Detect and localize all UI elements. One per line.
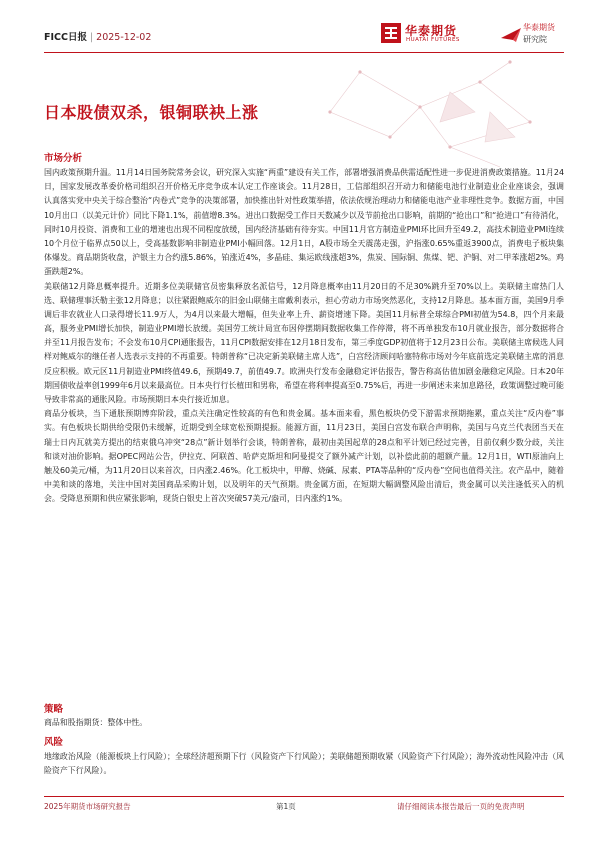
strategy-text: 商品和股指期货：整体中性。 (44, 718, 148, 727)
page-number: 第1页 (276, 802, 296, 811)
research-institute-logo (500, 20, 560, 48)
disclaimer-notice: 请仔细阅读本报告最后一页的免责声明 (397, 802, 525, 811)
risk-heading: 风险 (44, 737, 64, 748)
report-type: FICC日报 (44, 32, 87, 43)
report-header-label (44, 29, 151, 43)
market-analysis-heading: 市场分析 (44, 153, 83, 164)
institute-name: 华泰期货 (523, 23, 555, 32)
institute-arrow-icon (500, 23, 522, 45)
market-analysis-body (44, 166, 564, 507)
huatai-futures-logo (381, 22, 493, 46)
decorative-network-graphic (300, 52, 560, 172)
huatai-logo-mark-icon (381, 23, 401, 43)
risk-text: 地缘政治风险（能源板块上行风险）；全球经济超预期下行（风险资产下行风险）；美联储超预期收紧（风险资产下行风险）；海外流动性风险冲击（风险资产下行风险）。 (44, 752, 564, 776)
logo-english-name: HUATAI FUTURES (406, 37, 460, 43)
footer-report-name: 2025年期货市场研究报告 (44, 802, 131, 811)
report-date: 2025-12-02 (96, 32, 152, 43)
report-title: 日本股债双杀，银铜联袂上涨 (44, 103, 259, 122)
institute-suffix: 研究院 (523, 35, 547, 44)
analysis-paragraph-commodities: 商品分板块，当下通胀预期博弈阶段，重点关注确定性较高的有色和贵金属。基本面来看，黑色板块仍受下游需求预期拖累，重点关注“反内卷”事实。有色板块长期供给受限仍未缓解，近期受到全球宽松预期提振。能源方面，11月23日，美国白宫发布联合声明称，美国与乌克兰代表团当天在瑞士日内瓦就美方提出的结束俄乌冲突“28点”新计划举行会谈，特朗普称，最初由美国起草的28点和平计划已经过完善，目前仅剩少数分歧，关注和谈对油价影响。据OPEC网站公告，伊拉克、阿联酋、哈萨克斯坦和阿曼提交了额外减产计划，以补偿此前的超额产量。12月1日，WTI原油向上触及60美元/桶，为11月20日以来首次，日内涨2.46%。化工板块中，甲醇、烧碱、尿素、PTA等品种的“反内卷”空间也值得关注。农产品中，随着中美和谈的落地，关注中国对美国商品采购计划，以及明年的天气预期。贵金属方面，在短期大幅调整风险出清后，贵金属可以关注逢低买入的机会。受降息预期和供应紧张影响，现货白银史上首次突破57美元/盎司，日内涨约1%。 (44, 409, 564, 504)
strategy-heading: 策略 (44, 704, 64, 715)
analysis-paragraph-domestic: 国内政策预期升温。11月14日国务院常务会议，研究深入实施“两重”建设有关工作，部署增强消费品供需适配性进一步促进消费政策措施。11月24日，国家发展改革委价格司组织召开价格无序竞争成本认定工作座谈会。11月28日，工信部组织召开动力和储能电池行业制造业企业座谈会，强调认真落实党中央关于综合整治“内卷式”竞争的决策部署，加快推出针对性政策举措，依法依规治理动力和储能电池产业非理性竞争。数据方面，中国10月出口（以美元计价）同比下降1.1%，前值增8.3%。进出口数据受工作日天数减少以及节前抢出口影响，前期的“抢出口”和“抢进口”有待消化，同时10月投资、消费和工业的增速也出现不同程度放缓，国内经济基础有待夯实。中国11月官方制造业PMI环比回升至49.2，高技术制造业PMI连续10个月位于临界点50以上，受高基数影响非制造业PMI小幅回落。12月1日，A股市场全天震荡走强，沪指涨0.65%重返3900点，消费电子板块集体爆发。商品期货收盘，沪银主力合约涨5.86%，铂涨近4%，多晶硅、集运欧线涨超3%，焦炭、国际铜、焦煤、钯、沪铜、对二甲苯涨超2%。鸡蛋跌超2%。 (44, 168, 564, 277)
header-separator: | (89, 32, 94, 43)
footer-divider (44, 796, 564, 797)
logo-name: 华泰期货 (405, 24, 458, 38)
analysis-paragraph-fed: 美联储12月降息概率提升。近期多位美联储官员密集释放名派信号，12月降息概率由11月20日的不足30%跳升至70%以上。美联储主席热门人选、联储理事沃勒主张12月降息；以往紧跟鲍威尔的旧金山联储主席戴利表示，担心劳动力市场突然恶化，支持12月降息。基本面方面，美国9月季调后非农就业人口录得增长11.9万人，为4月以来最大增幅，但失业率上升、薪资增速下降。美国11月标普全球综合PMI初值为54.8，四个月来最高，服务业PMI增长加快，制造业PMI增长放缓。美国劳工统计局宣布因停摆期间数据收集工作停滞，将不再单独发布10月就业报告，部分数据将合并至11月报告发布；不会发布10月CPI通胀报告，11月CPI数据安排在12月18日发布，第三季度GDP初值将于12月23日公布。美联储主席候选人同样对鲍威尔的继任者人选表示支持的不再重要。特朗普称“已决定新美联储主席人选”，白宫经济顾问哈塞特称市场对今年底前选定美联储主席的消息反应积极。欧元区11月制造业PMI终值49.6，预期49.7，前值49.7。欧洲央行发布金融稳定评估报告，警告称高估值加剧金融稳定风险。日本20年期国债收益率创1999年6月以来最高位。日本央行行长植田和男称，希望在将利率提高至0.75%后，再进一步阐述未来加息路径，政策调整过晚可能导致非常高的通胀风险。市场预期日本央行接近加息。 (44, 281, 564, 404)
